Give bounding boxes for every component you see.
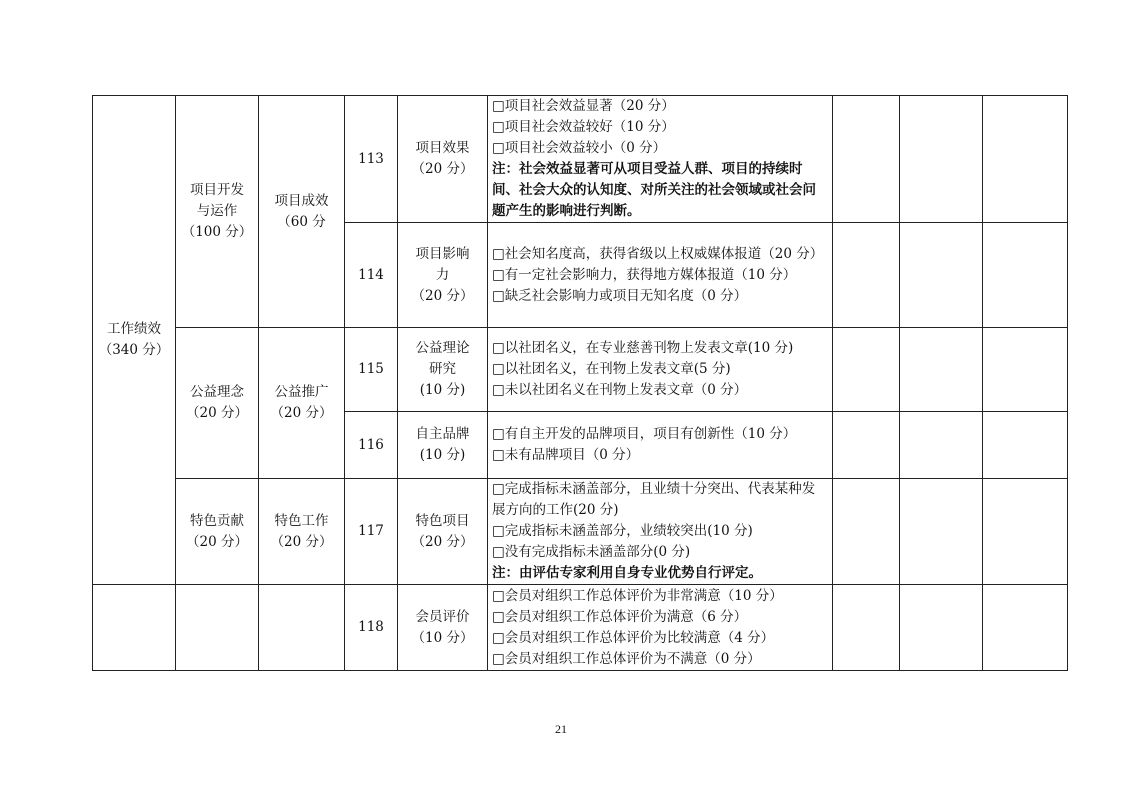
criteria-cell — [488, 223, 833, 328]
empty-score-cell — [983, 412, 1068, 479]
item-score: （20 分） — [411, 287, 474, 304]
criterion: □项目社会效益显著（20 分） — [492, 98, 675, 114]
level2-cell — [176, 96, 259, 328]
empty-score-cell — [833, 412, 900, 479]
empty-cell — [259, 585, 345, 671]
criterion: □未有品牌项目（0 分） — [492, 447, 640, 463]
item-number: 116 — [345, 412, 398, 479]
empty-score-cell — [833, 223, 900, 328]
table-row — [93, 328, 1068, 412]
level2-score: （20 分） — [186, 533, 248, 550]
criterion: □以社团名义，在刊物上发表文章(5 分) — [492, 361, 731, 377]
level1-cell — [93, 96, 176, 585]
empty-score-cell — [983, 479, 1068, 585]
item-name-cont: 研究 — [429, 361, 456, 377]
table-row — [93, 585, 1068, 671]
criteria-cell — [488, 96, 833, 223]
item-name: 会员评价 — [415, 608, 470, 625]
criterion: □有自主开发的品牌项目，项目有创新性（10 分） — [492, 426, 797, 442]
level1-name: 工作绩效 — [107, 321, 161, 337]
empty-score-cell — [833, 585, 900, 671]
item-number: 117 — [345, 479, 398, 585]
item-name-cell — [398, 585, 488, 671]
empty-score-cell — [983, 223, 1068, 328]
level2-score: （100 分） — [181, 224, 253, 240]
item-number: 114 — [345, 223, 398, 328]
criterion: □会员对组织工作总体评价为非常满意（10 分） — [492, 587, 783, 604]
empty-score-cell — [833, 96, 900, 223]
page-number: 21 — [555, 722, 567, 736]
item-name: 项目效果 — [415, 140, 470, 156]
criteria-note: 注：由评估专家利用自身专业优势自行评定。 — [492, 565, 762, 581]
empty-score-cell — [900, 223, 983, 328]
criteria-cell — [488, 479, 833, 585]
level2-cell — [176, 479, 259, 585]
item-name: 项目影响 — [415, 245, 470, 262]
criterion: □有一定社会影响力，获得地方媒体报道（10 分） — [492, 266, 797, 283]
item-number: 113 — [345, 96, 398, 223]
criteria-note: 注：社会效益显著可从项目受益人群、项目的持续时间、社会大众的认知度、对所关注的社会领域或社会问题产生的影响进行判断。 — [492, 161, 816, 219]
empty-score-cell — [900, 479, 983, 585]
item-score: （20 分） — [411, 533, 474, 550]
criterion: □缺乏社会影响力或项目无知名度（0 分） — [492, 287, 748, 304]
level2-name: 公益理念 — [190, 384, 244, 400]
empty-score-cell — [983, 328, 1068, 412]
item-number: 115 — [345, 328, 398, 412]
level3-score: （20 分） — [270, 405, 333, 421]
empty-score-cell — [900, 96, 983, 223]
item-score: （20 分） — [411, 161, 474, 177]
empty-score-cell — [833, 328, 900, 412]
evaluation-table — [92, 95, 1068, 671]
criterion: □项目社会效益较好（10 分） — [492, 119, 675, 135]
level3-cell — [259, 479, 345, 585]
empty-score-cell — [983, 585, 1068, 671]
criteria-cell — [488, 585, 833, 671]
table-row — [93, 479, 1068, 585]
level3-name: 项目成效 — [274, 192, 329, 209]
item-name-cell — [398, 223, 488, 328]
criteria-cell — [488, 412, 833, 479]
level2-name-cont: 与运作 — [196, 203, 238, 219]
empty-cell — [93, 585, 176, 671]
item-score: (10 分) — [419, 382, 466, 398]
level1-score: （340 分） — [98, 342, 170, 358]
level3-cell — [259, 328, 345, 479]
item-name: 公益理论 — [415, 340, 470, 356]
empty-score-cell — [833, 479, 900, 585]
empty-score-cell — [983, 96, 1068, 223]
item-number: 118 — [345, 585, 398, 671]
item-score: (10 分) — [419, 447, 466, 463]
level3-score: （60 分 — [277, 213, 326, 230]
item-name-cont: 力 — [435, 266, 450, 283]
level2-name: 特色贡献 — [190, 512, 244, 529]
item-name-cell — [398, 328, 488, 412]
level3-cell — [259, 96, 345, 328]
level2-cell — [176, 328, 259, 479]
item-name-cell — [398, 479, 488, 585]
empty-score-cell — [900, 412, 983, 479]
item-name: 自主品牌 — [415, 426, 470, 442]
empty-score-cell — [900, 328, 983, 412]
level3-name: 公益推广 — [274, 384, 329, 400]
criterion: □以社团名义，在专业慈善刊物上发表文章(10 分) — [492, 340, 794, 356]
item-name-cell — [398, 96, 488, 223]
empty-cell — [176, 585, 259, 671]
empty-score-cell — [900, 585, 983, 671]
criterion: □会员对组织工作总体评价为满意（6 分） — [492, 608, 748, 625]
item-score: （10 分） — [411, 629, 474, 646]
criterion: □会员对组织工作总体评价为比较满意（4 分） — [492, 629, 775, 646]
level3-name: 特色工作 — [274, 512, 329, 529]
criterion: □项目社会效益较小（0 分） — [492, 140, 667, 156]
criterion: □未以社团名义在刊物上发表文章（0 分） — [492, 382, 748, 398]
criterion: □完成指标未涵盖部分，且业绩十分突出、代表某种发展方向的工作(20 分) — [492, 481, 816, 518]
criterion: □会员对组织工作总体评价为不满意（0 分） — [492, 650, 761, 667]
criterion: □完成指标未涵盖部分，业绩较突出(10 分) — [492, 523, 753, 539]
table-row — [93, 96, 1068, 223]
criterion: □没有完成指标未涵盖部分(0 分) — [492, 544, 691, 560]
level3-score: （20 分） — [270, 533, 333, 550]
criteria-cell — [488, 328, 833, 412]
criterion: □社会知名度高，获得省级以上权威媒体报道（20 分） — [492, 245, 824, 262]
level2-name: 项目开发 — [190, 182, 244, 198]
item-name: 特色项目 — [415, 512, 470, 529]
item-name-cell — [398, 412, 488, 479]
level2-score: （20 分） — [186, 405, 248, 421]
